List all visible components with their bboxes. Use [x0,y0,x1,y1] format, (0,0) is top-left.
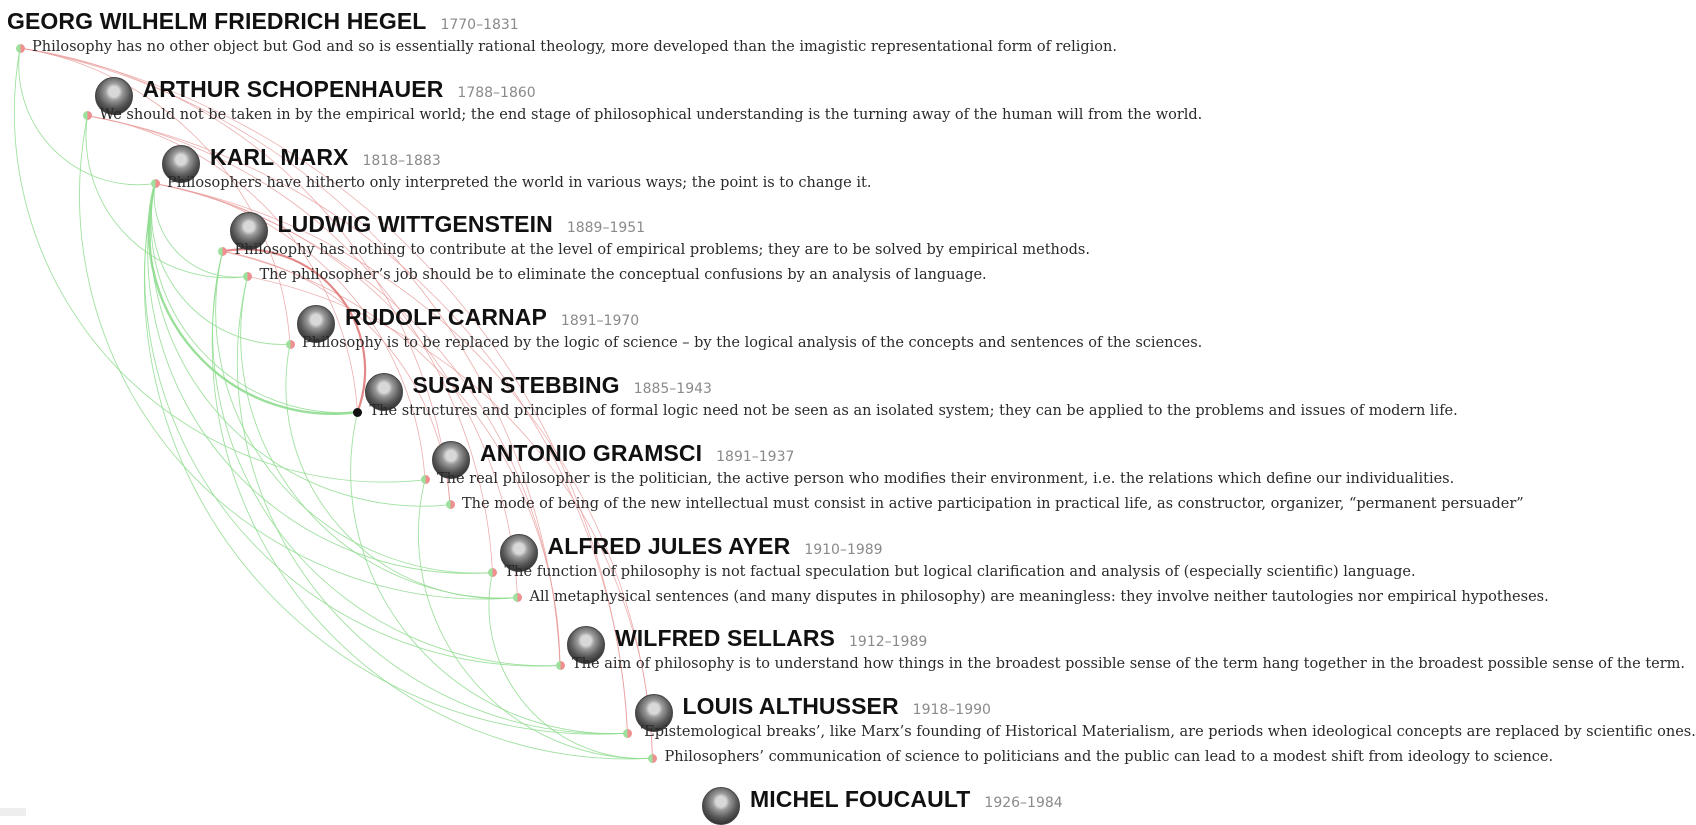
philosopher-heading [615,625,927,652]
philosopher-years: 1770–1831 [440,17,519,33]
quote-text[interactable]: Philosophy is to be replaced by the logic of science – by the logical analysis of the concepts and sentences of the sciences. [302,335,1203,352]
philosopher-name[interactable]: ANTONIO GRAMSCI [480,439,703,466]
quote-text[interactable]: The mode of being of the new intellectual must consist in active participation in practical life, as constructor, organizer, “permanent persuader” [462,495,1524,512]
philosopher-name[interactable]: GEORG WILHELM FRIEDRICH HEGEL [7,8,427,34]
quote-node[interactable] [243,272,252,281]
quote-node[interactable] [151,179,160,188]
avatar[interactable] [702,787,740,825]
philosopher-name[interactable]: ALFRED JULES AYER [547,532,791,559]
philosopher-heading [683,693,991,720]
philosopher-name[interactable]: SUSAN STEBBING [412,372,620,398]
quote-text[interactable]: Philosophers’ communication of science to politicians and the public can lead to a modest shift from ideology to science. [664,749,1554,766]
philosopher-heading [143,76,536,103]
quote-text[interactable]: Philosophers have hitherto only interpreted the world in various ways; the point is to change it. [167,174,872,191]
philosopher-years: 1918–1990 [912,702,991,719]
quote-text[interactable]: We should not be taken in by the empirical world; the end stage of philosophical understanding is the turning away of the human will from the world. [99,106,1203,123]
philosopher-years: 1818–1883 [362,152,441,169]
philosopher-years: 1891–1970 [560,313,640,330]
philosopher-name[interactable]: LUDWIG WITTGENSTEIN [277,211,553,238]
philosopher-heading [413,372,712,399]
philosopher-name[interactable]: KARL MARX [210,143,349,170]
philosopher-heading [345,304,639,331]
quote-text[interactable]: The philosopher’s job should be to eliminate the conceptual confusions by an analysis of language. [259,267,987,284]
quote-node[interactable] [446,500,455,509]
philosopher-name[interactable]: ARTHUR SCHOPENHAUER [142,75,444,102]
quote-text[interactable]: Philosophy has nothing to contribute at the level of empirical problems; they are to be solved by empirical methods. [234,242,1090,259]
quote-node[interactable] [218,247,227,256]
philosopher-name[interactable]: MICHEL FOUCAULT [750,786,971,812]
scroll-corner [0,808,26,816]
quote-text[interactable]: The real philosopher is the politician, the active person who modifies their environment, i.e. the relations which define our individualities. [437,470,1455,487]
quote-node[interactable] [513,593,522,602]
quote-text[interactable]: ‘Epistemological breaks’, like Marx’s founding of Historical Materialism, are periods when ideological concepts are replaced by scientific ones. [639,724,1696,741]
quote-node[interactable] [286,340,295,349]
philosopher-years: 1891–1937 [716,448,795,465]
philosopher-heading [750,786,1063,813]
quote-node[interactable] [623,729,632,738]
quote-node[interactable] [556,661,565,670]
quote-text[interactable]: The aim of philosophy is to understand how things in the broadest possible sense of the term hang together in the broadest possible sense of the term. [572,656,1686,673]
philosopher-heading [210,144,441,171]
philosopher-name[interactable]: LOUIS ALTHUSSER [682,693,899,720]
philosopher-years: 1889–1951 [566,220,646,237]
quote-text[interactable]: The structures and principles of formal logic need not be seen as an isolated system; they can be applied to the problems and issues of modern life. [369,403,1458,419]
quote-node[interactable] [421,475,430,484]
philosopher-years: 1926–1984 [984,795,1063,811]
philosopher-years: 1788–1860 [457,84,536,101]
quote-node[interactable] [16,44,25,53]
philosopher-heading [480,440,794,467]
philosopher-heading [548,533,883,560]
quote-text[interactable]: Philosophy has no other object but God and so is essentially rational theology, more developed than the imagistic representational form of religion. [32,39,1117,55]
philosopher-heading [278,211,646,238]
philosopher-years: 1910–1989 [804,541,883,558]
quote-node[interactable] [488,568,497,577]
philosopher-years: 1912–1989 [849,634,928,651]
philosopher-heading [7,8,519,35]
philosopher-name[interactable]: RUDOLF CARNAP [345,304,547,331]
quote-node[interactable] [83,111,92,120]
philosopher-name[interactable]: WILFRED SELLARS [615,625,835,652]
quote-node[interactable] [353,408,362,417]
quote-text[interactable]: The function of philosophy is not factual speculation but logical clarification and analysis of (especially scientific) language. [504,563,1416,580]
quote-node[interactable] [648,754,657,763]
philosopher-years: 1885–1943 [633,381,712,397]
quote-text[interactable]: All metaphysical sentences (and many disputes in philosophy) are meaningless: they involve neither tautologies nor empirical hypotheses. [529,588,1549,605]
